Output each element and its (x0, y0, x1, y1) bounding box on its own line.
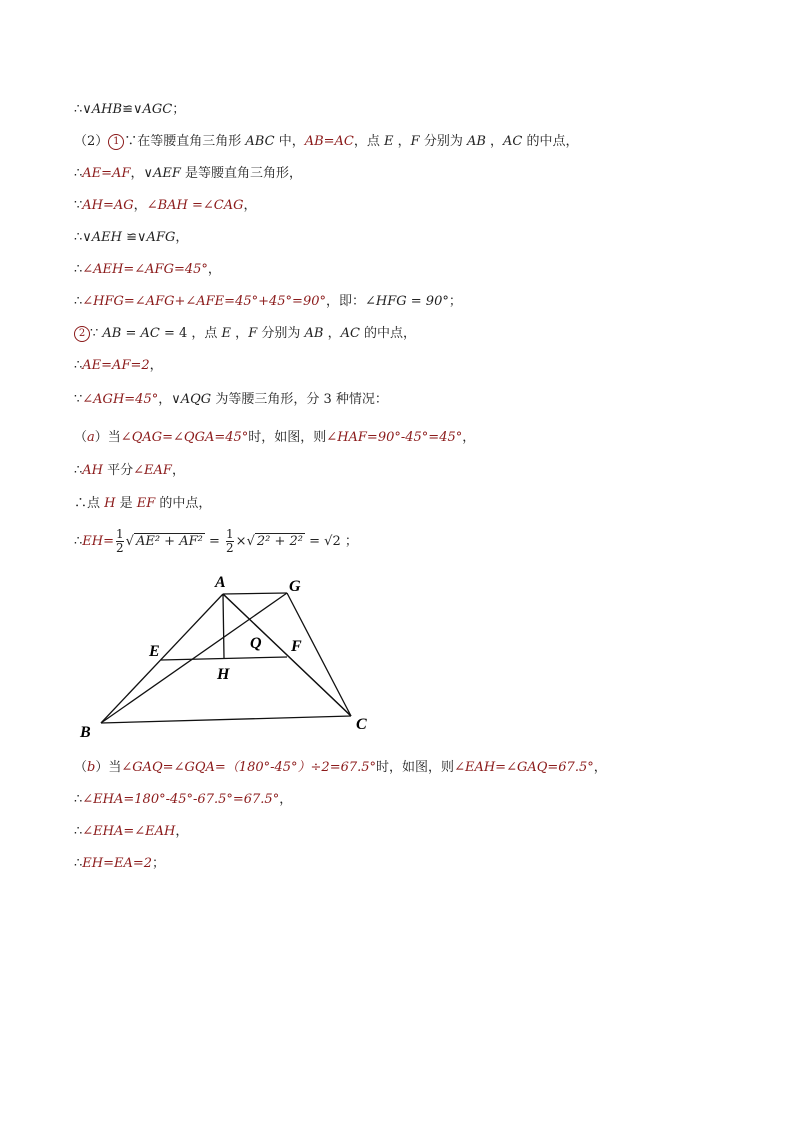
text-run: ， (175, 230, 189, 245)
math-expression: AE=AF=2 (82, 358, 150, 373)
text-line-l10 (74, 390, 388, 410)
math-expression: ∠EHA=∠EAH (82, 824, 176, 839)
text-run: 分别为 (257, 326, 305, 341)
text-run: ∴ (74, 102, 83, 117)
label-b: B (80, 724, 91, 741)
text-run: ； (172, 102, 186, 117)
math-expression: AB (466, 134, 486, 149)
math-expression: AH (82, 463, 104, 478)
text-run: ∵ (74, 198, 83, 213)
text-line-l11 (74, 428, 475, 448)
label-f: F (291, 638, 302, 655)
text-run: ≌ (122, 102, 133, 117)
circled-number-1: 1 (108, 134, 124, 150)
math-expression: AC (503, 134, 523, 149)
math-expression: ∠QAG=∠QGA=45° (120, 430, 249, 445)
math-expression: ∠EAF (133, 463, 172, 478)
text-run: ， (485, 134, 504, 149)
text-line-l17 (74, 822, 188, 842)
text-run: ∴ (74, 792, 83, 807)
label-g: G (289, 578, 301, 595)
text-run: 的中点， (359, 326, 417, 341)
math-expression: ∨AQG (171, 392, 212, 407)
text-run: ， (133, 198, 147, 213)
formula-eq2: = (309, 534, 321, 549)
text-run: ≌ (122, 230, 138, 245)
formula-prefix: ∴ (74, 534, 83, 549)
math-expression: ∠HAF=90°-45°=45° (326, 430, 463, 445)
text-run: ∴ (74, 230, 83, 245)
math-expression: EH=EA=2 (82, 856, 153, 871)
math-expression: AC (340, 326, 360, 341)
text-run: 平分 (103, 463, 134, 478)
segment-ah (223, 594, 224, 658)
text-run: ∴ (74, 294, 83, 309)
text-run: ，点 (187, 326, 222, 341)
text-line-l15 (74, 758, 607, 778)
math-expression: EF (136, 496, 156, 511)
math-expression: AB=AC (304, 134, 354, 149)
formula-result: √2 (324, 534, 341, 549)
text-run: ； (152, 856, 166, 871)
text-line-l8 (74, 324, 416, 344)
text-line-l1 (74, 100, 185, 120)
text-run: （ (74, 430, 88, 445)
fraction-half-1: $\frac{1}{2}$ (116, 527, 124, 555)
math-expression: F (248, 326, 258, 341)
text-run: ， (243, 198, 257, 213)
segment-ag (223, 593, 287, 594)
text-run: 的中点， (522, 134, 579, 149)
text-run: ∵在等腰直角三角形 (124, 134, 246, 149)
label-e: E (149, 643, 160, 660)
math-expression: ∠HFG = 90° (365, 294, 449, 309)
label-c: C (356, 716, 367, 733)
formula-times: × (235, 534, 247, 549)
math-expression: AH=AG (82, 198, 134, 213)
label-q: Q (250, 635, 262, 652)
text-run: ∵ (90, 326, 103, 341)
text-run: ， (462, 430, 476, 445)
text-run: ， (149, 358, 163, 373)
geometry-figure (70, 568, 380, 748)
math-expression: a (87, 430, 95, 445)
segment-aq (223, 594, 351, 716)
text-run: ）当 (94, 430, 121, 445)
text-run: ， (130, 166, 144, 181)
formula-eq1: = (208, 534, 220, 549)
text-run: ∴ (74, 262, 83, 277)
text-run: ， (158, 392, 172, 407)
text-run: ∴ (74, 856, 83, 871)
text-line-l12 (74, 461, 185, 481)
label-a: A (215, 574, 226, 591)
text-run: 为等腰三角形，分 3 种情况： (211, 392, 388, 407)
text-run: 是等腰直角三角形， (180, 166, 303, 181)
text-run: ， (323, 326, 341, 341)
text-run: ∴点 (74, 496, 105, 511)
text-run: 分别为 (419, 134, 467, 149)
text-run: ， (393, 134, 411, 149)
sqrt-2-2: √ 2² + 2² (246, 534, 303, 549)
text-run: ，点 (353, 134, 385, 149)
math-expression: ∨AGC (132, 102, 173, 117)
math-expression: b (87, 760, 96, 775)
segment-bc (101, 716, 351, 723)
text-run: ，即： (325, 294, 365, 309)
text-line-l3 (74, 164, 302, 184)
math-expression: ∠HFG=∠AFG+∠AFE=45°+45°=90° (82, 294, 326, 309)
math-expression: ∠BAH =∠CAG (146, 198, 244, 213)
text-line-l6 (74, 260, 221, 280)
text-line-l16 (74, 790, 292, 810)
math-expression: ∨AFG (137, 230, 176, 245)
formula-suffix: ； (344, 534, 358, 549)
text-run: ； (448, 294, 462, 309)
text-run: 的中点， (155, 496, 212, 511)
text-run: 时，如图，则 (248, 430, 327, 445)
sqrt-ae-af: √ AE² + AF² (125, 534, 203, 549)
math-expression: ∨AEH (82, 230, 123, 245)
figure-lines (101, 593, 351, 723)
text-run: 中， (274, 134, 305, 149)
text-line-l13 (74, 494, 211, 514)
fraction-half-2: $\frac{1}{2}$ (226, 527, 234, 555)
text-line-l4 (74, 196, 257, 216)
text-run: ， (593, 760, 607, 775)
text-run: 4 (179, 326, 188, 341)
text-run: ∴ (74, 463, 83, 478)
text-run: ∴ (74, 824, 83, 839)
math-expression: ∠EAH=∠GAQ=67.5° (454, 760, 594, 775)
label-h: H (217, 666, 230, 683)
text-line-l9 (74, 356, 163, 376)
text-run: 时，如图，则 (376, 760, 455, 775)
math-expression: ∠EHA=180°-45°-67.5°=67.5° (82, 792, 280, 807)
text-run: （2） (74, 134, 109, 149)
text-line-l5 (74, 228, 188, 248)
math-expression: ∠AGH=45° (82, 392, 159, 407)
text-line-l18 (74, 854, 165, 874)
math-expression: ∨AHB (82, 102, 123, 117)
text-run: ， (171, 463, 185, 478)
text-run: ∵ (74, 392, 83, 407)
text-line-l2 (74, 132, 579, 152)
math-expression: AB = AC = (102, 326, 179, 341)
math-expression: E (221, 326, 232, 341)
formula-eh (74, 526, 358, 558)
text-run: ， (175, 824, 189, 839)
math-expression: ∠GAQ=∠GQA= (121, 760, 226, 775)
math-expression: ∨AEF (143, 166, 181, 181)
text-run: ∴ (74, 358, 83, 373)
math-expression: ∠AEH=∠AFG=45° (82, 262, 208, 277)
text-run: 是 (115, 496, 137, 511)
math-expression: E (384, 134, 394, 149)
math-expression: AE=AF (82, 166, 131, 181)
text-run: ， (207, 262, 221, 277)
math-expression: （180°-45°）÷2=67.5° (225, 760, 377, 775)
formula-lhs: EH= (82, 534, 115, 549)
text-run: ）当 (95, 760, 122, 775)
math-expression: AB (304, 326, 324, 341)
math-expression: F (410, 134, 420, 149)
text-run: ， (279, 792, 293, 807)
text-run: （ (74, 760, 88, 775)
text-run: ， (231, 326, 249, 341)
circled-number-2: 2 (74, 326, 90, 342)
text-line-l7 (74, 292, 462, 312)
text-run: ∴ (74, 166, 83, 181)
math-expression: ABC (245, 134, 275, 149)
math-expression: H (104, 496, 116, 511)
